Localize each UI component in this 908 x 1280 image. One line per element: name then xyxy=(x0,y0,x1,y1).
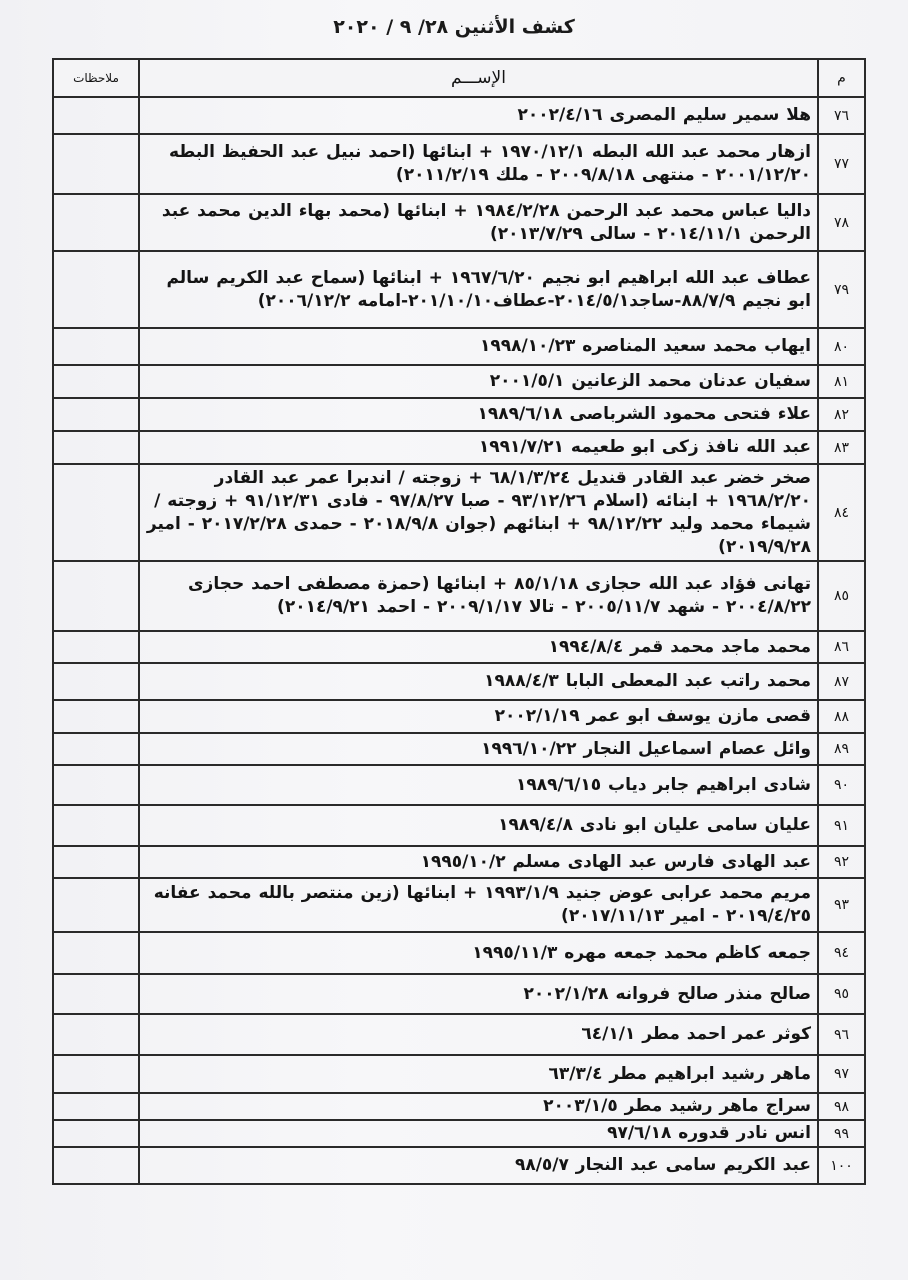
row-name: محمد ماجد محمد قمر ١٩٩٤/٨/٤ xyxy=(139,631,818,663)
row-notes xyxy=(53,431,139,464)
page-title: كشف الأثنين ٢٨/ ٩ / ٢٠٢٠ xyxy=(333,16,575,38)
row-number: ٨٦ xyxy=(818,631,865,663)
row-number: ٩٧ xyxy=(818,1055,865,1093)
row-notes xyxy=(53,846,139,878)
row-number: ٨٧ xyxy=(818,663,865,700)
row-name: عطاف عبد الله ابراهيم ابو نجيم ١٩٦٧/٦/٢٠ + ابنائها (سماح عبد الكريم سالم ابو نجيم ٨٨/٧/٩-ساجد٢٠١٤/٥/١-عطاف٢٠١/١٠/١٠-امامه ٢٠٠٦/١٢/٢) xyxy=(139,251,818,328)
row-notes xyxy=(53,805,139,846)
header-number: م xyxy=(818,59,865,97)
row-notes xyxy=(53,1120,139,1147)
roster-table xyxy=(52,58,866,1185)
row-notes xyxy=(53,932,139,974)
table-row xyxy=(53,431,865,464)
table-row xyxy=(53,733,865,765)
table-row xyxy=(53,328,865,365)
row-name: سفيان عدنان محمد الزعانين ٢٠٠١/٥/١ xyxy=(139,365,818,398)
row-name: وائل عصام اسماعيل النجار ١٩٩٦/١٠/٢٢ xyxy=(139,733,818,765)
row-name: ازهار محمد عبد الله البطه ١٩٧٠/١٢/١ + ابنائها (احمد نبيل عبد الحفيظ البطه ٢٠٠١/١٢/٢٠ - منتهى ٢٠٠٩/٨/١٨ - ملك ٢٠١١/٢/١٩) xyxy=(139,134,818,194)
row-name: جمعه كاظم محمد جمعه مهره ١٩٩٥/١١/٣ xyxy=(139,932,818,974)
table-row xyxy=(53,846,865,878)
row-notes xyxy=(53,398,139,431)
table-row xyxy=(53,805,865,846)
row-name: عبد الكريم سامى عبد النجار ٩٨/٥/٧ xyxy=(139,1147,818,1184)
row-name: ايهاب محمد سعيد المناصره ١٩٩٨/١٠/٢٣ xyxy=(139,328,818,365)
row-number: ٧٩ xyxy=(818,251,865,328)
row-notes xyxy=(53,464,139,561)
row-number: ٩٥ xyxy=(818,974,865,1014)
row-number: ٩١ xyxy=(818,805,865,846)
row-notes xyxy=(53,1055,139,1093)
row-name: صخر خضر عبد القادر قنديل ٦٨/١/٣/٢٤ + زوجته / اندبرا عمر عبد القادر ١٩٦٨/٢/٢٠ + ابنائه (اسلام ٩٣/١٢/٢٦ - صبا ٩٧/٨/٢٧ - فادى ٩١/١٢/٣١ + زوجته / شيماء محمد وليد ٩٨/١٢/٢٢ + ابنائهم (جوان ٢٠١٨/٩/٨ - حمدى ٢٠١٧/٢/٢٨ - امير ٢٠١٩/٩/٢٨) xyxy=(139,464,818,561)
header-notes: ملاحظات xyxy=(53,59,139,97)
row-number: ٨١ xyxy=(818,365,865,398)
table-row xyxy=(53,464,865,561)
row-number: ٩٠ xyxy=(818,765,865,805)
header-row xyxy=(53,59,865,97)
table-row xyxy=(53,974,865,1014)
row-notes xyxy=(53,1014,139,1055)
table-row xyxy=(53,251,865,328)
table-row xyxy=(53,134,865,194)
row-name: عليان سامى عليان ابو نادى ١٩٨٩/٤/٨ xyxy=(139,805,818,846)
row-name: تهانى فؤاد عبد الله حجازى ٨٥/١/١٨ + ابنائها (حمزة مصطفى احمد حجازى ٢٠٠٤/٨/٢٢ - شهد ٢٠٠٥/١١/٧ - تالا ٢٠٠٩/١/١٧ - احمد ٢٠١٤/٩/٢١) xyxy=(139,561,818,631)
table-row xyxy=(53,765,865,805)
row-notes xyxy=(53,765,139,805)
row-notes xyxy=(53,733,139,765)
row-name: سراج ماهر رشيد مطر ٢٠٠٣/١/٥ xyxy=(139,1093,818,1120)
table-row xyxy=(53,878,865,932)
row-notes xyxy=(53,134,139,194)
row-number: ٧٦ xyxy=(818,97,865,134)
table-row xyxy=(53,365,865,398)
table-row xyxy=(53,561,865,631)
row-number: ٨٩ xyxy=(818,733,865,765)
row-notes xyxy=(53,663,139,700)
row-notes xyxy=(53,974,139,1014)
row-name: كوثر عمر احمد مطر ٦٤/١/١ xyxy=(139,1014,818,1055)
row-notes xyxy=(53,194,139,251)
row-number: ٨٨ xyxy=(818,700,865,733)
row-notes xyxy=(53,251,139,328)
row-name: قصى مازن يوسف ابو عمر ٢٠٠٢/١/١٩ xyxy=(139,700,818,733)
row-number: ٩٩ xyxy=(818,1120,865,1147)
table-row xyxy=(53,1093,865,1120)
table-row xyxy=(53,97,865,134)
row-name: مريم محمد عرابى عوض جنيد ١٩٩٣/١/٩ + ابنائها (زين منتصر بالله محمد عفانه ٢٠١٩/٤/٢٥ - امير ٢٠١٧/١١/١٣) xyxy=(139,878,818,932)
row-name: عبد الهادى فارس عبد الهادى مسلم ١٩٩٥/١٠/٢ xyxy=(139,846,818,878)
row-number: ٩٢ xyxy=(818,846,865,878)
row-name: انس نادر قدوره ٩٧/٦/١٨ xyxy=(139,1120,818,1147)
row-notes xyxy=(53,97,139,134)
table-row xyxy=(53,1055,865,1093)
row-notes xyxy=(53,878,139,932)
row-number: ٧٧ xyxy=(818,134,865,194)
row-name: شادى ابراهيم جابر دياب ١٩٨٩/٦/١٥ xyxy=(139,765,818,805)
table-row xyxy=(53,1120,865,1147)
table-row xyxy=(53,398,865,431)
row-number: ٩٨ xyxy=(818,1093,865,1120)
row-number: ٨٣ xyxy=(818,431,865,464)
row-name: ماهر رشيد ابراهيم مطر ٦٣/٣/٤ xyxy=(139,1055,818,1093)
row-name: محمد راتب عبد المعطى البابا ١٩٨٨/٤/٣ xyxy=(139,663,818,700)
row-name: داليا عباس محمد عبد الرحمن ١٩٨٤/٢/٢٨ + ابنائها (محمد بهاء الدين محمد عبد الرحمن ٢٠١٤/١١/١ - سالى ٢٠١٣/٧/٢٩) xyxy=(139,194,818,251)
row-number: ٩٦ xyxy=(818,1014,865,1055)
row-name: هلا سمير سليم المصرى ٢٠٠٢/٤/١٦ xyxy=(139,97,818,134)
row-notes xyxy=(53,700,139,733)
row-name: صالح منذر صالح فروانه ٢٠٠٢/١/٢٨ xyxy=(139,974,818,1014)
table-row xyxy=(53,663,865,700)
row-notes xyxy=(53,561,139,631)
table-row xyxy=(53,1147,865,1184)
row-notes xyxy=(53,365,139,398)
row-number: ٨٠ xyxy=(818,328,865,365)
table-row xyxy=(53,932,865,974)
row-number: ٨٥ xyxy=(818,561,865,631)
row-name: علاء فتحى محمود الشرباصى ١٩٨٩/٦/١٨ xyxy=(139,398,818,431)
row-notes xyxy=(53,631,139,663)
table-row xyxy=(53,700,865,733)
header-name: الإســـم xyxy=(139,59,818,97)
row-number: ١٠٠ xyxy=(818,1147,865,1184)
table-row xyxy=(53,1014,865,1055)
table-row xyxy=(53,631,865,663)
row-notes xyxy=(53,1093,139,1120)
row-number: ٨٤ xyxy=(818,464,865,561)
row-number: ٨٢ xyxy=(818,398,865,431)
row-number: ٩٤ xyxy=(818,932,865,974)
row-number: ٩٣ xyxy=(818,878,865,932)
row-name: عبد الله نافذ زكى ابو طعيمه ١٩٩١/٧/٢١ xyxy=(139,431,818,464)
row-notes xyxy=(53,1147,139,1184)
row-number: ٧٨ xyxy=(818,194,865,251)
table-row xyxy=(53,194,865,251)
row-notes xyxy=(53,328,139,365)
